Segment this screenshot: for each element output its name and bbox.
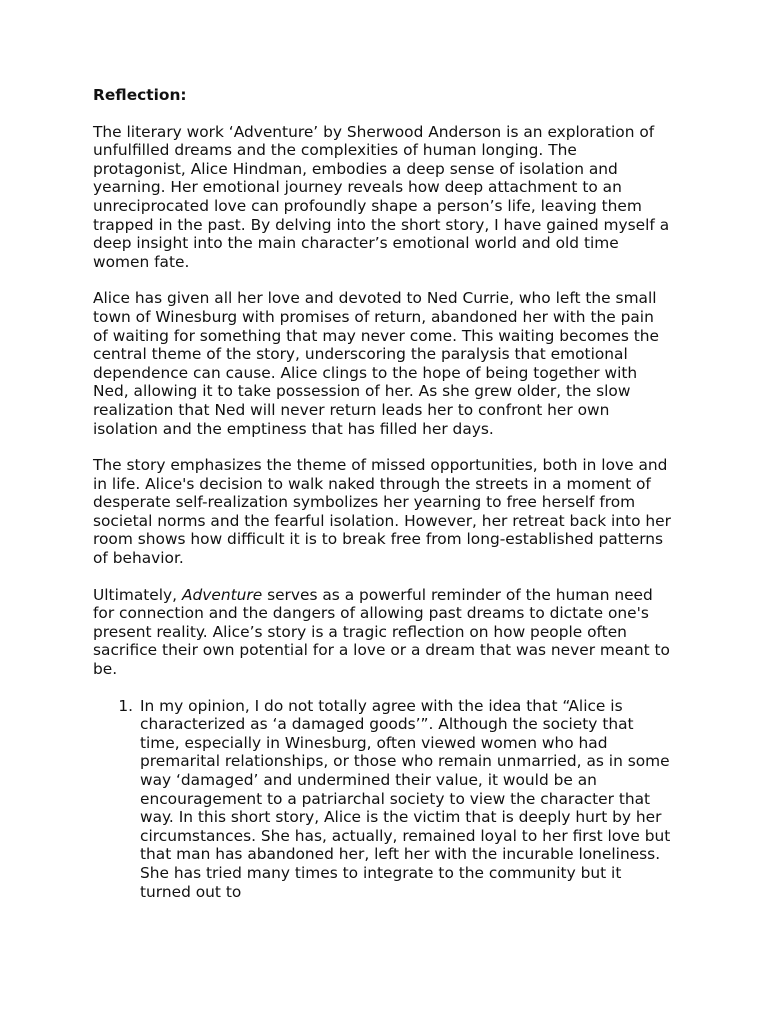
list-item-number: 1. bbox=[118, 696, 133, 715]
paragraph-intro: The literary work ‘Adventure’ by Sherwood Anderson is an exploration of unfulfilled dreams and the complexities of human longing. The protagonist, Alice Hindman, embodies a deep sense of isolation and yearning. Her emotional journey reveals how deep attachment to an unreciprocated love can profoundly shape a person’s life, leaving them trapped in the past. By delving into the short story, I have gained myself a deep insight into the main character’s emotional world and old time women fate. bbox=[93, 122, 670, 271]
closing-before: Ultimately, bbox=[93, 585, 182, 604]
closing-after: serves as a powerful reminder of the human need for connection and the dangers of allowing past dreams to dictate one's present reality. Alice’s story is a tragic reflection on how people often sacrifice their own potential for a love or a dream that was never meant to be. bbox=[93, 585, 670, 679]
list-item bbox=[118, 696, 673, 902]
paragraph-alice-ned: Alice has given all her love and devoted to Ned Currie, who left the small town of Winesburg with promises of return, abandoned her with the pain of waiting for something that may never come. This waiting becomes the central theme of the story, underscoring the paralysis that emotional dependence can cause. Alice clings to the hope of being together with Ned, allowing it to take possession of her. As she grew older, the slow realization that Ned will never return leads her to confront her own isolation and the emptiness that has filled her days. bbox=[93, 289, 660, 438]
numbered-answers-list bbox=[93, 697, 673, 902]
reflection-heading: Reflection: bbox=[93, 86, 187, 104]
list-item-text: In my opinion, I do not totally agree with the idea that “Alice is characterized as ‘a damaged goods’”. Although the society that time, especially in Winesburg, often viewed women who had premarital relationships, or those who remain unmarried, as in some way ‘damaged’ and undermined their value, it would be an encouragement to a patriarchal society to view the character that way. In this short story, Alice is the victim that is deeply hurt by her circumstances. She has, actually, remained loyal to her first love but that man has abandoned her, left her with the incurable loneliness. She has tried many times to integrate to the community but it turned out to bbox=[140, 696, 671, 901]
closing-title-italic: Adventure bbox=[181, 585, 263, 604]
paragraph-missed-opportunities: The story emphasizes the theme of missed opportunities, both in love and in life. Alice's decision to walk naked through the streets in a moment of desperate self-realization symbolizes her yearning to free herself from societal norms and the fearful isolation. However, her retreat back into her room shows how difficult it is to break free from long-established patterns of behavior. bbox=[93, 456, 671, 568]
paragraph-ultimately bbox=[93, 586, 673, 679]
document-page bbox=[93, 86, 673, 901]
